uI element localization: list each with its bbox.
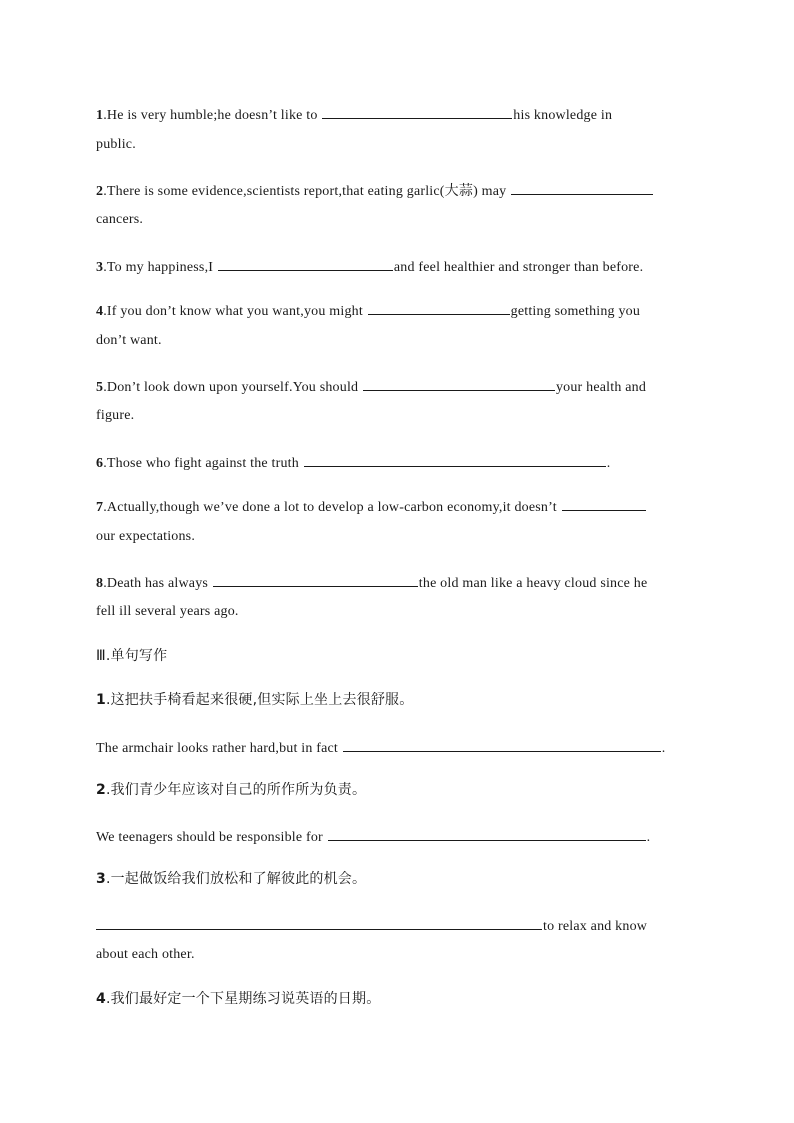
question-6-line-1	[96, 452, 698, 473]
question-text: .	[606, 456, 611, 471]
question-text: don’t want.	[96, 333, 162, 348]
answer-blank[interactable]	[213, 572, 418, 587]
question-text: his knowledge in	[513, 108, 613, 123]
chinese-prompt: .这把扶手椅看起来很硬,但实际上坐上去很舒服。	[105, 692, 414, 708]
question-number: 4	[96, 304, 104, 319]
answer-text: .	[646, 830, 651, 845]
question-2-line-2	[96, 211, 698, 229]
answer-text: .	[661, 741, 666, 756]
question-7-line-1	[96, 496, 698, 517]
question-number: 6	[96, 456, 104, 471]
answer-blank[interactable]	[511, 180, 653, 195]
question-number: 1	[96, 108, 104, 123]
answer-text: The armchair looks rather hard,but in fact	[96, 741, 339, 756]
answer-blank[interactable]	[562, 496, 646, 511]
answer-blank[interactable]	[304, 452, 606, 467]
question-text: .There is some evidence,scientists report,that eating garlic(	[103, 184, 445, 199]
chinese-prompt: .我们最好定一个下星期练习说英语的日期。	[105, 991, 381, 1007]
answer-blank[interactable]	[328, 826, 646, 841]
question-number: 5	[96, 380, 104, 395]
writing-4-prompt	[96, 990, 698, 1008]
writing-3-answer-line-1	[96, 915, 698, 936]
question-5-line-2	[96, 407, 698, 425]
question-number: 2	[96, 782, 106, 798]
question-number: 7	[96, 500, 104, 515]
chinese-prompt: .我们青少年应该对自己的所作所为负责。	[105, 782, 367, 798]
question-8-line-1	[96, 572, 698, 593]
question-2-line-1	[96, 180, 698, 201]
question-text: getting something you	[510, 304, 641, 319]
writing-3-prompt	[96, 870, 698, 888]
chinese-gloss: 大蒜	[444, 183, 474, 199]
question-text: cancers.	[96, 212, 144, 227]
writing-1-answer-line	[96, 737, 698, 758]
question-3-line-1	[96, 256, 698, 277]
chinese-prompt: .一起做饭给我们放松和了解彼此的机会。	[105, 871, 367, 887]
question-4-line-2	[96, 332, 698, 350]
question-text: .Don’t look down upon yourself.You should	[103, 380, 359, 395]
question-7-line-2	[96, 528, 698, 546]
question-number: 2	[96, 184, 104, 199]
section-heading: Ⅲ.单句写作	[96, 648, 168, 664]
writing-2-prompt	[96, 781, 698, 799]
question-text: .Actually,though we’ve done a lot to develop a low-carbon economy,it doesn’t	[103, 500, 557, 515]
writing-3-answer-line-2	[96, 946, 698, 964]
question-number: 8	[96, 576, 104, 591]
answer-blank[interactable]	[363, 376, 555, 391]
writing-1-prompt	[96, 691, 698, 709]
question-text: .Death has always	[103, 576, 209, 591]
question-number: 3	[96, 260, 104, 275]
question-number: 4	[96, 991, 106, 1007]
question-text: figure.	[96, 408, 135, 423]
question-number: 3	[96, 871, 106, 887]
answer-blank[interactable]	[343, 737, 661, 752]
question-text: ) may	[473, 184, 507, 199]
writing-2-answer-line	[96, 826, 698, 847]
question-5-line-1	[96, 376, 698, 397]
answer-text: We teenagers should be responsible for	[96, 830, 323, 845]
question-8-line-2	[96, 603, 698, 621]
question-text: .To my happiness,I	[103, 260, 214, 275]
question-text: public.	[96, 137, 136, 152]
question-text: your health and	[555, 380, 647, 395]
answer-blank[interactable]	[96, 915, 542, 930]
answer-text: about each other.	[96, 947, 195, 962]
question-4-line-1	[96, 300, 698, 321]
answer-text: to relax and know	[543, 919, 648, 934]
question-text: .Those who fight against the truth	[103, 456, 299, 471]
question-text: our expectations.	[96, 529, 196, 544]
question-1-line-2	[96, 136, 698, 154]
question-text: .If you don’t know what you want,you might	[103, 304, 363, 319]
question-text: .He is very humble;he doesn’t like to	[103, 108, 318, 123]
question-1-line-1	[96, 104, 698, 125]
question-number: 1	[96, 692, 106, 708]
answer-blank[interactable]	[368, 300, 510, 315]
question-text: fell ill several years ago.	[96, 604, 239, 619]
question-text: the old man like a heavy cloud since he	[418, 576, 648, 591]
answer-blank[interactable]	[322, 104, 512, 119]
answer-blank[interactable]	[218, 256, 393, 271]
question-text: and feel healthier and stronger than before.	[393, 260, 644, 275]
